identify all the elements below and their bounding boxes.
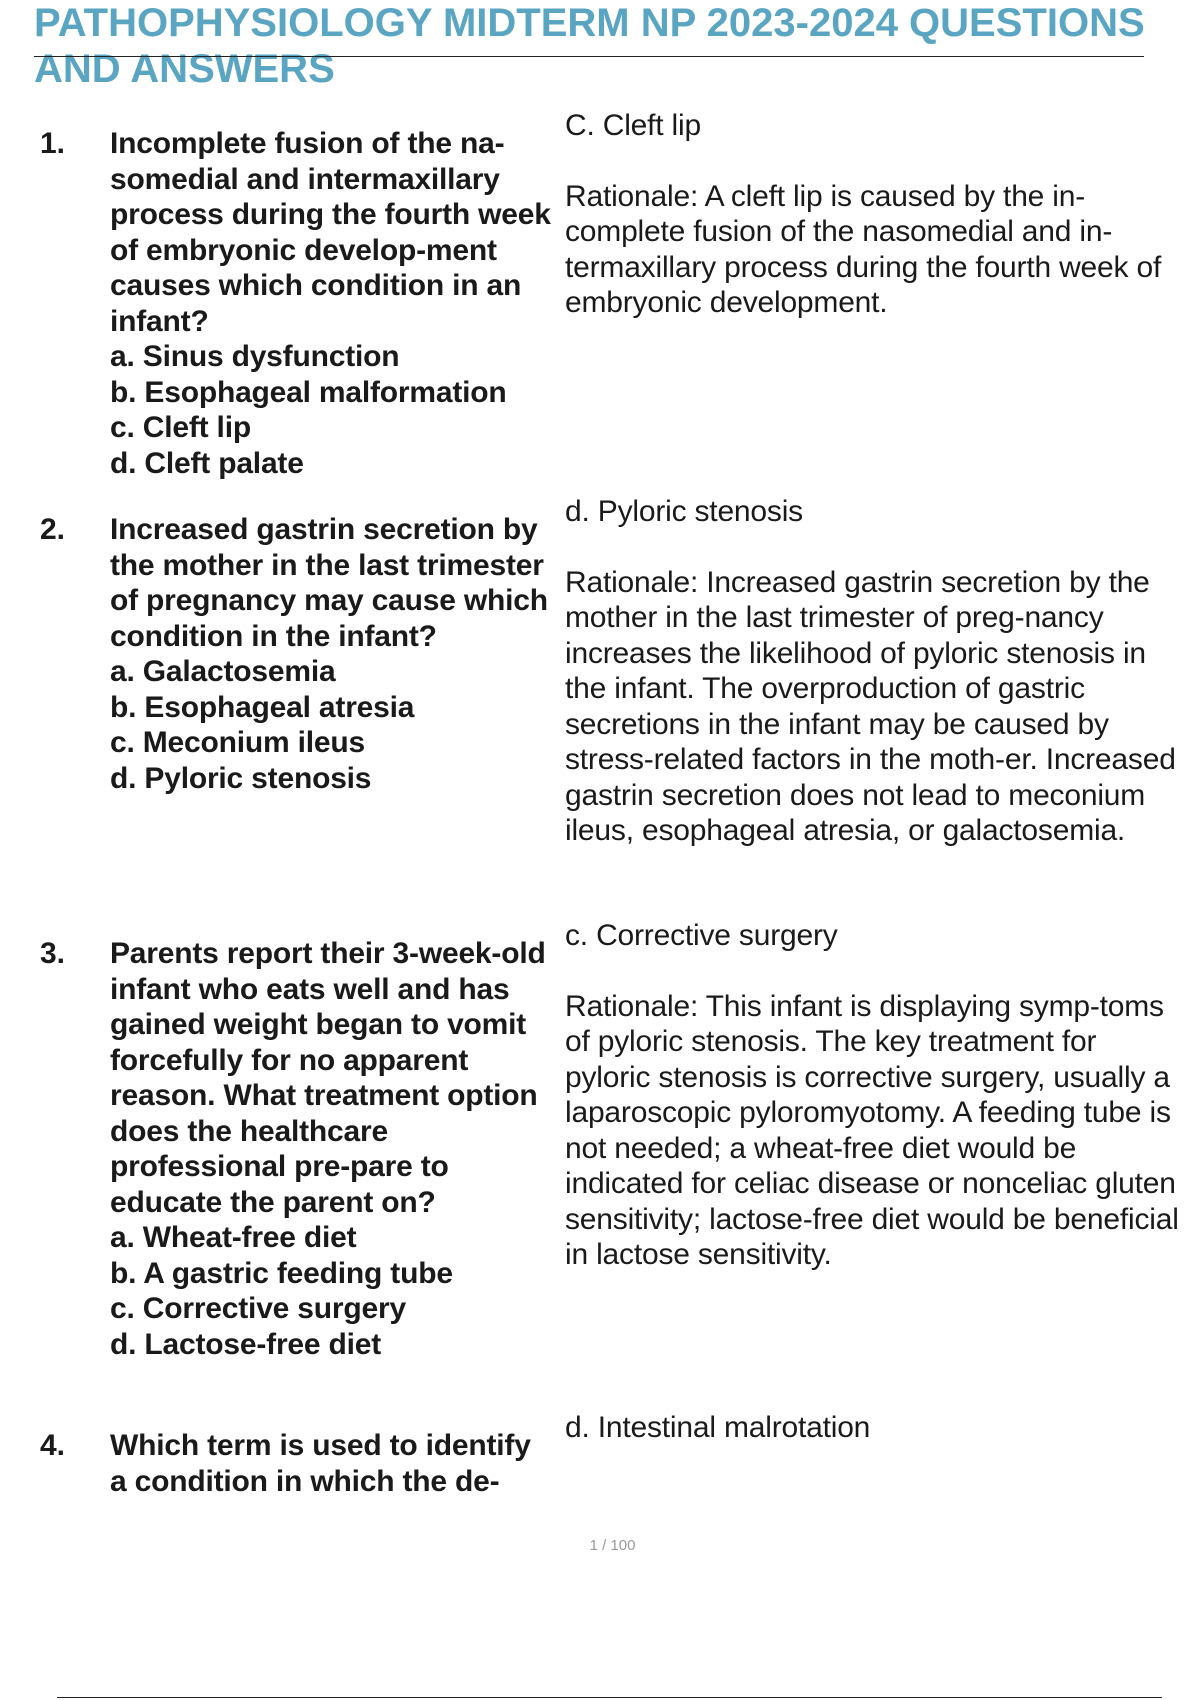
question-text: Which term is used to identify a condition in which the de- xyxy=(110,1429,531,1498)
answer-column xyxy=(565,108,1185,321)
rationale-text: Rationale: A cleft lip is caused by the in-complete fusion of the nasomedial and in-termaxillary process during the fourth week of embryonic development. xyxy=(565,179,1162,319)
answer-column xyxy=(565,1410,1185,1446)
answer-text: d. Intestinal malrotation xyxy=(565,1411,871,1444)
answer-column xyxy=(565,494,1185,849)
question-text: Incomplete fusion of the na-somedial and intermaxillary process during the fourth week of embryonic develop-ment causes which condition in an infant? xyxy=(110,127,551,338)
question-content xyxy=(110,512,555,796)
rationale-text: Rationale: This infant is displaying symp-toms of pyloric stenosis. The key treatment for pyloric stenosis is corrective surgery, usually a laparoscopic pyloromyotomy. A feeding tube is not needed; a wheat-free diet would be indicated for celiac disease or nonceliac gluten sensitivity; lactose-free diet would be beneficial in lactose sensitivity. xyxy=(565,989,1179,1271)
question-text: Parents report their 3-week-old infant who eats well and has gained weight began to vomit forcefully for no apparent reason. What treatment option does the healthcare professional pre-pare to educate the parent on? xyxy=(110,937,546,1219)
footer-rule xyxy=(57,1697,1162,1698)
question-number: 4. xyxy=(40,1429,66,1462)
question-text: Increased gastrin secretion by the mother in the last trimester of pregnancy may cause which condition in the infant? xyxy=(110,513,548,653)
option-b: b. A gastric feeding tube xyxy=(110,1256,453,1290)
answer-text: C. Cleft lip xyxy=(565,109,701,142)
option-a: a. Sinus dysfunction xyxy=(110,340,400,373)
option-b: b. Esophageal atresia xyxy=(110,690,415,724)
document-title: PATHOPHYSIOLOGY MIDTERM NP 2023-2024 QUESTIONS AND ANSWERS xyxy=(34,1,1145,91)
question-content xyxy=(110,126,555,481)
option-c: c. Cleft lip xyxy=(110,411,251,444)
answer-column xyxy=(565,918,1185,1273)
question-number: 2. xyxy=(40,513,66,546)
option-a: a. Wheat-free diet xyxy=(110,1221,357,1254)
option-c: c. Meconium ileus xyxy=(110,726,365,759)
option-d: d. Cleft palate xyxy=(110,446,304,480)
answer-text: c. Corrective surgery xyxy=(565,919,838,952)
page-indicator: 1 / 100 xyxy=(589,1537,636,1554)
option-b: b. Esophageal malformation xyxy=(110,375,507,409)
question-number: 1. xyxy=(40,127,66,160)
option-d: d. Lactose-free diet xyxy=(110,1327,382,1361)
question-content xyxy=(110,936,555,1362)
question-content xyxy=(110,1428,555,1499)
rationale-text: Rationale: Increased gastrin secretion by the mother in the last trimester of preg-nancy increases the likelihood of pyloric stenosis in the infant. The overproduction of gastric secretions in the infant may be caused by stress-related factors in the moth-er. Increased gastrin secretion does not lead to meconium ileus, esophageal atresia, or galactosemia. xyxy=(565,565,1176,847)
option-c: c. Corrective surgery xyxy=(110,1292,406,1325)
option-d: d. Pyloric stenosis xyxy=(110,761,372,795)
question-number: 3. xyxy=(40,937,66,970)
title-underline xyxy=(34,56,1144,57)
answer-text: d. Pyloric stenosis xyxy=(565,495,803,528)
option-a: a. Galactosemia xyxy=(110,655,336,688)
